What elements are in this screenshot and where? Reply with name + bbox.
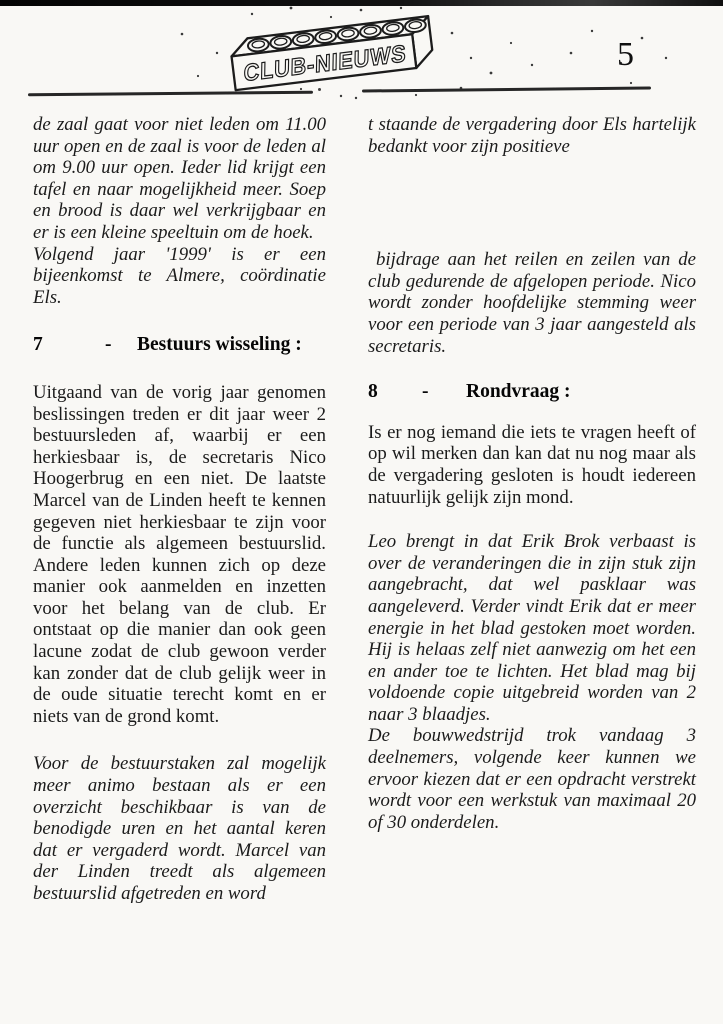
right-continuation-paragraph-2: bijdrage aan het reilen en zeilen van de club gedurende de afgelopen periode. Nico wordt zonder hoofdelijke stemming weer voor een periode van 3 jaar aangesteld als secretaris. [368,249,696,357]
right-continuation-paragraph-1: t staande de vergadering door Els hartelijk bedankt voor zijn positieve [368,114,696,157]
section-8-number: 8 [368,381,378,403]
section-8-heading [368,381,696,403]
left-column [33,114,326,905]
right-remark-paragraph-1: Leo brengt in dat Erik Brok verbaast is over de veranderingen die in zijn stuk zijn aangebracht, dat wel pasklaar was aangeleverd. Verder vindt Erik dat er meer energie in het blad gestoken moet worden. Hij is helaas zelf niet aanwezig om het een en ander toe te lichten. Het blad mag bij voldoende copie uitgebreid worden van 2 naar 3 blaadjes. [368,531,696,725]
section-7-number: 7 [33,334,43,356]
rule-speck [318,88,321,91]
left-body-paragraph: Uitgaand van de vorig jaar genomen beslissingen treden er dit jaar weer 2 bestuursleden af, waarbij er een herkiesbaar is, de secretaris Nico Hoogerbrug en een niet. De laatste Marcel van de Linden heeft te kennen gegeven niet herkiesbaar te zijn voor de functie als algemeen bestuurslid. Andere leden kunnen zich op deze manier ook aanmelden en inzetten voor het belang van de club. Er ontstaat op die manier dan ook geen lacune zodat de club gewoon verder kan zonder dat de club gelijk weer in de oude situatie terecht komt en er niets van de grond komt. [33,381,326,727]
page-number: 5 [617,36,634,73]
right-body-paragraph: Is er nog iemand die iets te vragen heeft of op wil merken dan kan dat nu nog maar als de vergadering gesloten is houdt iedereen natuurlijk gelijk zijn mond. [368,421,696,508]
left-closing-paragraph: Voor de bestuurstaken zal mogelijk meer animo bestaan als er een overzicht beschikbaar is van de benodigde uren en het aantal keren dat er vergaderd wordt. Marcel van der Linden treedt als algemeen bestuurslid afgetreden en word [33,753,326,904]
section-8-title: Rondvraag : [466,381,571,403]
right-remark-paragraph-2: De bouwwedstrijd trok vandaag 3 deelnemers, volgende keer kunnen we ervoor kiezen dat er een opdracht verstrekt wordt voor een werkstuk van maximaal 20 of 30 onderdelen. [368,725,696,833]
left-intro-paragraph-2: Volgend jaar '1999' is er een bijeenkomst te Almere, coördinatie Els. [33,243,326,308]
section-8-dash: - [422,381,429,403]
section-7-heading [33,334,326,356]
brick-drawing [230,16,435,90]
right-column [368,114,696,833]
section-7-title: Bestuurs wisseling : [137,334,302,356]
logo-text: CLUB-NIEUWS [243,39,421,88]
section-7-dash: - [105,334,112,356]
left-intro-paragraph-1: de zaal gaat voor niet leden om 11.00 uur open en de zaal is voor de leden al om 9.00 uur open. Ieder lid krijgt een tafel en naar mogelijkheid meer. Soep en brood is daar wel verkrijgbaar en er is een kleine speeltuin om de hoek. [33,114,326,243]
